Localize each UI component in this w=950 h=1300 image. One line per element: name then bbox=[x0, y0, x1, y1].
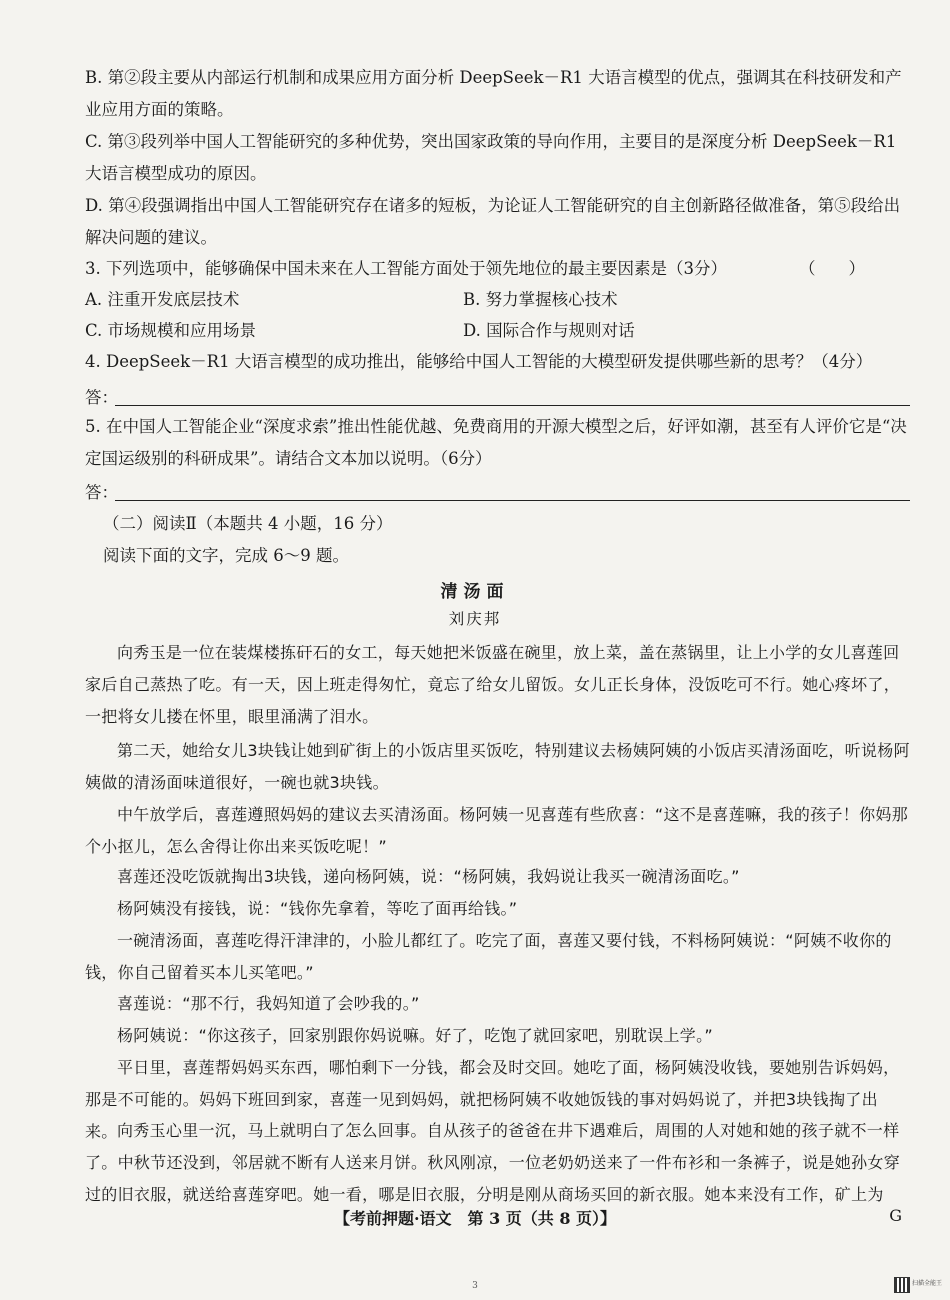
option-b: B. 努力掌握核心技术 bbox=[463, 290, 618, 309]
story-paragraph: 第二天，她给女儿3块钱让她到矿街上的小饭店里买饭吃，特别建议去杨姨阿姨的小饭店买清汤面吃，听说杨阿姨做的清汤面味道很好，一碗也就3块钱。 bbox=[85, 741, 910, 792]
question-5-stem: 5. 在中国人工智能企业“深度求索”推出性能优越、免费商用的开源大模型之后，好评如潮，甚至有人评价它是“决定国运级别的科研成果”。请结合文本加以说明。（6分） bbox=[85, 417, 907, 468]
story-paragraph: 杨阿姨说：“你这孩子，回家别跟你妈说嘛。好了，吃饱了就回家吧，别耽误上学。” bbox=[117, 1026, 713, 1045]
option-c-text: C. 第③段列举中国人工智能研究的多种优势，突出国家政策的导向作用，主要目的是深度分析 DeepSeek－R1 大语言模型成功的原因。 bbox=[85, 132, 897, 183]
scan-page-number: 3 bbox=[472, 1281, 478, 1291]
question-5-answer-line[interactable] bbox=[85, 477, 910, 509]
section-instruction: 阅读下面的文字，完成 6～9 题。 bbox=[103, 546, 349, 565]
story-author: 刘庆邦 bbox=[448, 610, 502, 628]
option-a: A. 注重开发底层技术 bbox=[85, 290, 240, 309]
story-title: 清汤面 bbox=[440, 582, 510, 602]
option-b-text: B. 第②段主要从内部运行机制和成果应用方面分析 DeepSeek－R1 大语言模型的优点，强调其在科技研发和产业应用方面的策略。 bbox=[85, 68, 902, 119]
option-d-text: D. 第④段强调指出中国人工智能研究存在诸多的短板，为论证人工智能研究的自主创新路径做准备，第⑤段给出解决问题的建议。 bbox=[85, 196, 901, 247]
answer-label: 答： bbox=[85, 483, 118, 502]
option-c: C. 市场规模和应用场景 bbox=[85, 321, 257, 340]
story-paragraph: 喜莲说：“那不行，我妈知道了会吵我的。” bbox=[117, 994, 420, 1013]
answer-label: 答： bbox=[85, 388, 118, 407]
answer-rule bbox=[115, 405, 910, 406]
story-paragraph: 平日里，喜莲帮妈妈买东西，哪怕剩下一分钱，都会及时交回。她吃了面，杨阿姨没收钱，要她别告诉妈妈，那是不可能的。妈妈下班回到家，喜莲一见到妈妈，就把杨阿姨不收她饭钱的事对妈妈说了，并把3块钱掏了出来。 bbox=[85, 1058, 900, 1141]
question-4 bbox=[85, 346, 910, 378]
paper-code: G bbox=[889, 1206, 902, 1225]
option-d-prev bbox=[85, 190, 910, 254]
question-4-answer-line[interactable] bbox=[85, 382, 910, 414]
option-b-prev bbox=[85, 62, 910, 126]
story-paragraph: 喜莲还没吃饭就掏出3块钱，递向杨阿姨，说：“杨阿姨，我妈说让我买一碗清汤面吃。” bbox=[117, 867, 740, 886]
story-paragraph: 向秀玉是一位在装煤楼拣矸石的女工，每天她把米饭盛在碗里，放上菜，盖在蒸锅里，让上小学的女儿喜莲回家后自己蒸热了吃。有一天，因上班走得匆忙，竟忘了给女儿留饭。女儿正长身体，没饭吃可不行。她心疼坏了，一把将女儿搂在怀里，眼里涌满了泪水。 bbox=[85, 643, 901, 726]
question-3-stem: 3. 下列选项中，能够确保中国未来在人工智能方面处于领先地位的最主要因素是（3分） bbox=[85, 259, 727, 278]
answer-bracket[interactable]: （ ） bbox=[799, 259, 865, 278]
question-3 bbox=[85, 253, 910, 285]
question-4-stem: 4. DeepSeek－R1 大语言模型的成功推出，能够给中国人工智能的大模型研发提供哪些新的思考？（4分） bbox=[85, 352, 873, 371]
page-footer: 【考前押题·语文 第 3 页（共 8 页）】 bbox=[333, 1209, 617, 1228]
option-c-prev bbox=[85, 126, 910, 190]
scanner-watermark: 扫描全能王 bbox=[912, 1280, 943, 1287]
story-paragraph: 杨阿姨没有接钱，说：“钱你先拿着，等吃了面再给钱。” bbox=[117, 899, 518, 918]
question-5 bbox=[85, 411, 910, 475]
story-paragraph: 一碗清汤面，喜莲吃得汗津津的，小脸儿都红了。吃完了面，喜莲又要付钱，不料杨阿姨说：“阿姨不收你的钱，你自己留着买本儿买笔吧。” bbox=[85, 931, 892, 982]
answer-rule bbox=[115, 500, 910, 501]
story-paragraph: 向秀玉心里一沉，马上就明白了怎么回事。自从孩子的爸爸在井下遇难后，周围的人对她和她的孩子就不一样了。中秋节还没到，邻居就不断有人送来月饼。秋风刚凉，一位老奶奶送来了一件布衫和一条裤子，说是她孙女穿过的旧衣服，就送给喜莲穿吧。她一看，哪是旧衣服，分明是刚从商场买回的新衣服。她本来没有工作，矿上为 bbox=[85, 1121, 901, 1204]
story-paragraph: 中午放学后，喜莲遵照妈妈的建议去买清汤面。杨阿姨一见喜莲有些欣喜：“这不是喜莲嘛，我的孩子！你妈那个小抠儿，怎么舍得让你出来买饭吃呢！” bbox=[85, 805, 908, 856]
section-heading: （二）阅读Ⅱ（本题共 4 小题，16 分） bbox=[103, 514, 393, 533]
qr-code-icon bbox=[894, 1277, 910, 1293]
option-d: D. 国际合作与规则对话 bbox=[463, 321, 635, 340]
